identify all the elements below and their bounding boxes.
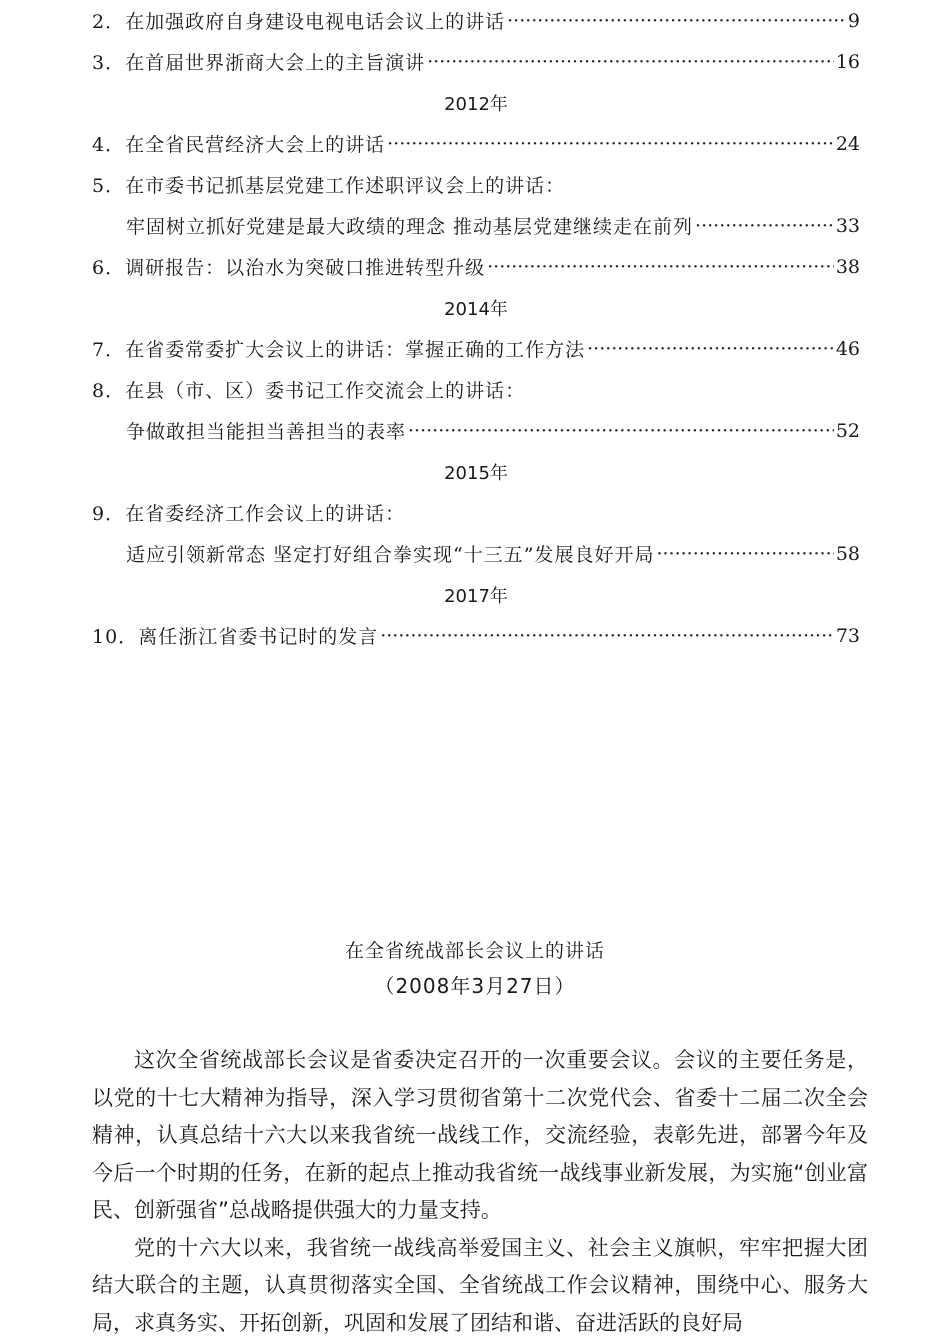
toc-entry-title: 5．在市委书记抓基层党建工作述职评议会上的讲话： [92,175,566,197]
toc-page-number: 38 [835,255,860,278]
toc-entry-number: 7． [92,339,126,361]
toc-entry[interactable] [92,0,860,41]
toc-entry-number: 3． [92,52,126,74]
toc-entry-title: 8．在县（市、区）委书记工作交流会上的讲话： [92,380,526,402]
toc-leader-dots [380,625,834,647]
speech-title: 在全省统战部长会议上的讲话 [344,940,605,962]
toc-entry-subtitle[interactable] [92,533,860,574]
toc-leader-dots [587,338,834,360]
toc-entry-title: 在首届世界浙商大会上的主旨演讲 [125,52,426,74]
toc-entry-title: 在加强政府自身建设电视电话会议上的讲话 [125,11,506,33]
toc-page-number: 9 [847,9,860,32]
toc-entry-title: 适应引领新常态 坚定打好组合拳实现“十三五”发展良好开局 [126,544,655,566]
toc-entry-title: 离任浙江省委书记时的发言 [138,626,379,648]
toc-leader-dots [487,256,834,278]
body-paragraph: 这次全省统战部长会议是省委决定召开的一次重要会议。会议的主要任务是，以党的十七大精神为指导，深入学习贯彻省第十二次党代会、省委十二届二次全会精神，认真总结十六大以来我省统一战线工作，交流经验，表彰先进，部署今年及今后一个时期的任务，在新的起点上推动我省统一战线事业新发展，为实施“创业富民、创新强省”总战略提供强大的力量支持。 [92,1048,868,1222]
toc-entry-title: 在全省民营经济大会上的讲话 [125,134,386,156]
table-of-contents [92,0,860,656]
toc-year-heading: 2012年 [444,93,508,115]
toc-year-heading: 2015年 [444,462,508,484]
toc-page-number: 58 [835,542,860,565]
toc-entry-title: 9．在省委经济工作会议上的讲话： [92,503,406,525]
speech-date: （2008年3月27日） [374,974,576,998]
toc-entry-subtitle[interactable] [92,410,860,451]
toc-entry-heading[interactable] [92,164,860,205]
toc-entry-number: 10． [92,626,139,648]
toc-entry-title: 在省委常委扩大会议上的讲话：掌握正确的工作方法 [125,339,586,361]
toc-entry-number: 6． [92,257,126,279]
toc-page-number: 33 [835,214,860,237]
toc-leader-dots [408,420,834,442]
toc-entry-number: 4． [92,134,126,156]
toc-entry[interactable] [92,41,860,82]
toc-page-number: 52 [835,419,860,442]
toc-page-number: 24 [835,132,860,155]
toc-entry[interactable] [92,246,860,287]
toc-page-number: 16 [835,50,860,73]
toc-page-number: 73 [835,624,860,647]
toc-leader-dots [387,133,834,155]
toc-entry-title: 调研报告：以治水为突破口推进转型升级 [125,257,486,279]
toc-page-number: 46 [835,337,860,360]
toc-leader-dots [656,543,833,565]
toc-leader-dots [507,10,846,32]
toc-entry-heading[interactable] [92,369,860,410]
toc-entry-number: 2． [92,11,126,33]
speech-body [92,1042,868,1342]
toc-entry[interactable] [92,328,860,369]
toc-entry-title: 争做敢担当能担当善担当的表率 [126,421,407,443]
toc-entry-title: 牢固树立抓好党建是最大政绩的理念 推动基层党建继续走在前列 [126,216,694,238]
toc-year-heading: 2017年 [444,585,508,607]
toc-entry-subtitle[interactable] [92,205,860,246]
toc-entry[interactable] [92,615,860,656]
body-paragraph: 党的十六大以来，我省统一战线高举爱国主义、社会主义旗帜，牢牢把握大团结大联合的主题，认真贯彻落实全国、全省统战工作会议精神，围绕中心、服务大局，求真务实、开拓创新，巩固和发展了团结和谐、奋进活跃的良好局 [92,1235,868,1335]
toc-entry[interactable] [92,123,860,164]
toc-entry-heading[interactable] [92,492,860,533]
toc-leader-dots [427,51,834,73]
toc-leader-dots [695,215,834,237]
toc-year-heading: 2014年 [444,298,508,320]
